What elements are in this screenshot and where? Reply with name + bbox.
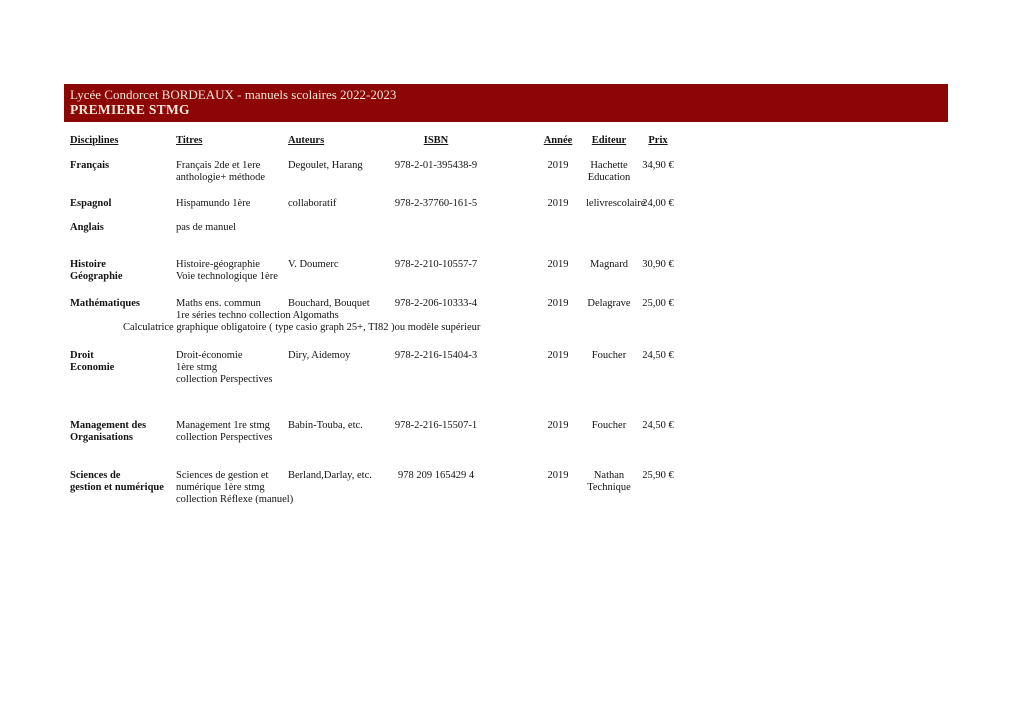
column-header-label: Prix — [648, 135, 668, 146]
titre-line: Maths ens. commun — [176, 298, 261, 309]
titre-line: Français 2de et 1ere — [176, 160, 261, 171]
cell-isbn: 978-2-37760-161-5 — [394, 198, 478, 209]
discipline-line: gestion et numérique — [70, 482, 164, 493]
titre-line: collection Perspectives — [176, 374, 273, 385]
editeur-line: lelivrescolaire — [586, 198, 646, 209]
column-header-label: Editeur — [591, 135, 627, 146]
cell-titres — [176, 198, 288, 210]
discipline-line: Français — [70, 160, 110, 171]
editeur-line: Magnard — [590, 259, 628, 270]
editeur-line: Nathan — [593, 470, 625, 481]
cell-annee: 2019 — [547, 198, 569, 209]
cell-prix: 24,50 € — [642, 420, 674, 431]
discipline-line: Anglais — [70, 222, 104, 233]
cell-annee: 2019 — [547, 350, 569, 361]
titre-line: 1ère stmg — [176, 362, 218, 373]
cell-prix: 25,00 € — [642, 298, 674, 309]
column-header-prix — [632, 135, 684, 147]
cell-discipline — [64, 198, 176, 210]
column-header-disciplines — [64, 135, 176, 147]
editeur-line: Foucher — [591, 350, 627, 361]
column-header-titres — [176, 135, 288, 147]
table-row-droit-economie — [64, 350, 948, 386]
cell-auteurs: Diry, Aidemoy — [288, 350, 351, 361]
discipline-line: Management des — [70, 420, 147, 431]
editeur-line: Technique — [587, 482, 631, 493]
cell-isbn: 978-2-01-395438-9 — [394, 160, 478, 171]
cell-auteurs: Babin-Touba, etc. — [288, 420, 363, 431]
titre-line: collection Réflexe (manuel) — [176, 494, 294, 505]
table-row-anglais — [64, 222, 948, 234]
titre-line: 1re séries techno collection Algomaths — [176, 310, 339, 321]
cell-discipline — [64, 259, 176, 283]
discipline-line: Mathématiques — [70, 298, 140, 309]
discipline-line: Economie — [70, 362, 115, 373]
cell-isbn: 978-2-216-15404-3 — [394, 350, 478, 361]
cell-annee: 2019 — [547, 259, 569, 270]
cell-titres — [176, 420, 288, 444]
table-row-management — [64, 420, 948, 444]
column-header-label: Auteurs — [288, 135, 325, 146]
titre-line: Voie technologique 1ère — [176, 271, 278, 282]
cell-titres — [176, 160, 288, 184]
titre-line: Sciences de gestion et — [176, 470, 269, 481]
column-header-annee — [530, 135, 586, 147]
cell-isbn: 978-2-206-10333-4 — [394, 298, 478, 309]
table-header-row — [64, 135, 948, 147]
column-header-auteurs — [288, 135, 372, 147]
cell-prix: 24,00 € — [642, 198, 674, 209]
cell-editeur — [586, 350, 632, 362]
table-row-francais — [64, 160, 948, 184]
document-content — [64, 84, 948, 506]
cell-discipline — [64, 222, 176, 234]
editeur-line: Foucher — [591, 420, 627, 431]
cell-isbn: 978 209 165429 4 — [397, 470, 475, 481]
cell-titres — [176, 350, 288, 386]
cell-isbn: 978-2-210-10557-7 — [394, 259, 478, 270]
cell-discipline — [64, 160, 176, 172]
calculator-note: Calculatrice graphique obligatoire ( type casio graph 25+, TI82 )ou modèle supérieur — [123, 322, 481, 333]
table-row-mathematiques — [64, 298, 948, 322]
cell-auteurs: Berland,Darlay, etc. — [288, 470, 372, 481]
cell-auteurs: V. Doumerc — [288, 259, 339, 270]
column-header-label: Titres — [176, 135, 203, 146]
table-row-espagnol — [64, 198, 948, 210]
table-row-sciences-gestion — [64, 470, 948, 506]
cell-discipline — [64, 298, 176, 310]
cell-titres — [176, 259, 288, 283]
titre-line: pas de manuel — [176, 222, 237, 233]
cell-titres — [176, 470, 294, 506]
titre-line: collection Perspectives — [176, 432, 273, 443]
cell-prix: 34,90 € — [642, 160, 674, 171]
titre-line: Management 1re stmg — [176, 420, 270, 431]
discipline-line: Organisations — [70, 432, 134, 443]
cell-editeur — [586, 259, 632, 271]
cell-auteurs: collaboratif — [288, 198, 337, 209]
cell-isbn: 978-2-216-15507-1 — [394, 420, 478, 431]
cell-auteurs: Bouchard, Bouquet — [288, 298, 370, 309]
column-header-label: Année — [543, 135, 573, 146]
discipline-line: Espagnol — [70, 198, 112, 209]
editeur-line: Delagrave — [587, 298, 631, 309]
cell-annee: 2019 — [547, 160, 569, 171]
cell-prix: 24,50 € — [642, 350, 674, 361]
cell-titres — [176, 222, 288, 234]
cell-annee: 2019 — [547, 470, 569, 481]
titre-line: Droit-économie — [176, 350, 243, 361]
discipline-line: Sciences de — [70, 470, 121, 481]
cell-editeur — [586, 298, 632, 310]
cell-discipline — [64, 470, 176, 494]
cell-discipline — [64, 350, 176, 374]
column-header-label: Disciplines — [70, 135, 119, 146]
editeur-line: Hachette — [590, 160, 628, 171]
titre-line: numérique 1ère stmg — [176, 482, 265, 493]
table-row-histoire-geographie — [64, 259, 948, 283]
cell-auteurs: Degoulet, Harang — [288, 160, 363, 171]
column-header-editeur — [586, 135, 632, 147]
document-title: Lycée Condorcet BORDEAUX - manuels scolaires 2022-2023 — [70, 87, 397, 102]
titre-line: Histoire-géographie — [176, 259, 260, 270]
cell-editeur — [586, 160, 632, 184]
titre-line: anthologie+ méthode — [176, 172, 266, 183]
column-header-label: ISBN — [423, 135, 449, 146]
cell-prix: 30,90 € — [642, 259, 674, 270]
titre-line: Hispamundo 1ère — [176, 198, 251, 209]
discipline-line: Droit — [70, 350, 94, 361]
cell-prix: 25,90 € — [642, 470, 674, 481]
discipline-line: Histoire — [70, 259, 106, 270]
discipline-line: Géographie — [70, 271, 123, 282]
section-title: PREMIERE STMG — [70, 102, 190, 117]
cell-annee: 2019 — [547, 420, 569, 431]
title-banner — [64, 84, 948, 122]
cell-editeur — [586, 470, 632, 494]
cell-editeur — [586, 420, 632, 432]
editeur-line: Education — [587, 172, 631, 183]
cell-annee: 2019 — [547, 298, 569, 309]
column-header-isbn — [372, 135, 500, 147]
cell-editeur — [586, 198, 646, 210]
cell-discipline — [64, 420, 176, 444]
